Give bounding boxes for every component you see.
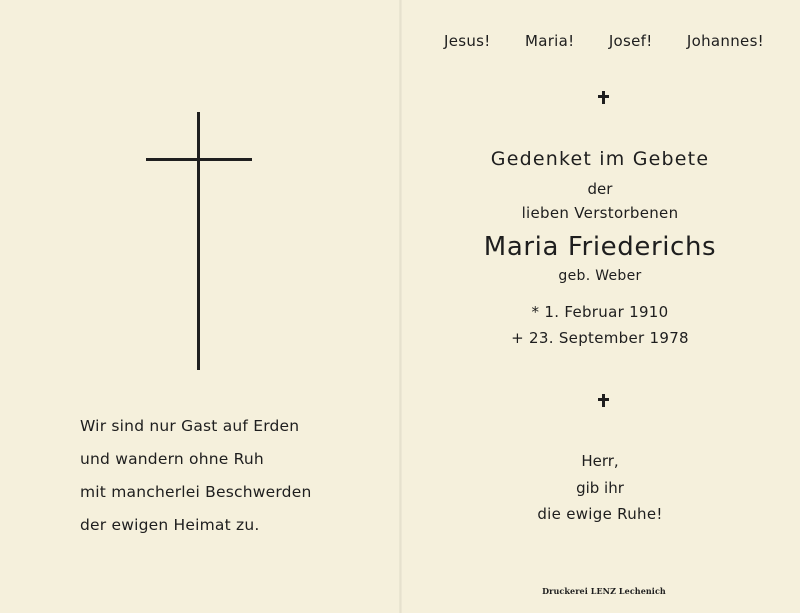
intro-der: der bbox=[587, 180, 613, 198]
verse-line: der ewigen Heimat zu. bbox=[80, 516, 260, 534]
right-page bbox=[400, 0, 800, 613]
intro-lieben: lieben Verstorbenen bbox=[521, 204, 679, 222]
large-cross-icon-vertical bbox=[197, 112, 200, 370]
birth-date: * 1. Februar 1910 bbox=[531, 303, 669, 321]
death-date: + 23. September 1978 bbox=[511, 329, 689, 347]
verse-line: mit mancherlei Beschwerden bbox=[80, 483, 312, 501]
prayer-line: die ewige Ruhe! bbox=[537, 505, 663, 523]
invocation-jesus: Jesus! bbox=[444, 32, 491, 50]
printer-imprint: Druckerei LENZ Lechenich bbox=[542, 586, 666, 596]
small-cross-icon bbox=[597, 91, 610, 104]
invocation-maria: Maria! bbox=[524, 32, 575, 50]
verse bbox=[80, 410, 380, 542]
prayer-line: Herr, bbox=[581, 452, 619, 470]
small-cross-icon bbox=[597, 394, 610, 407]
intro-heading: Gedenket im Gebete bbox=[490, 148, 710, 170]
deceased-name: Maria Friederichs bbox=[483, 232, 717, 262]
maiden-name: geb. Weber bbox=[558, 268, 642, 284]
verse-line: Wir sind nur Gast auf Erden bbox=[80, 417, 300, 435]
large-cross-icon-horizontal bbox=[146, 158, 252, 161]
invocation bbox=[444, 32, 764, 50]
invocation-johannes: Johannes! bbox=[686, 32, 764, 50]
verse-line: und wandern ohne Ruh bbox=[80, 450, 264, 468]
invocation-josef: Josef! bbox=[608, 32, 653, 50]
prayer-line: gib ihr bbox=[576, 479, 624, 497]
